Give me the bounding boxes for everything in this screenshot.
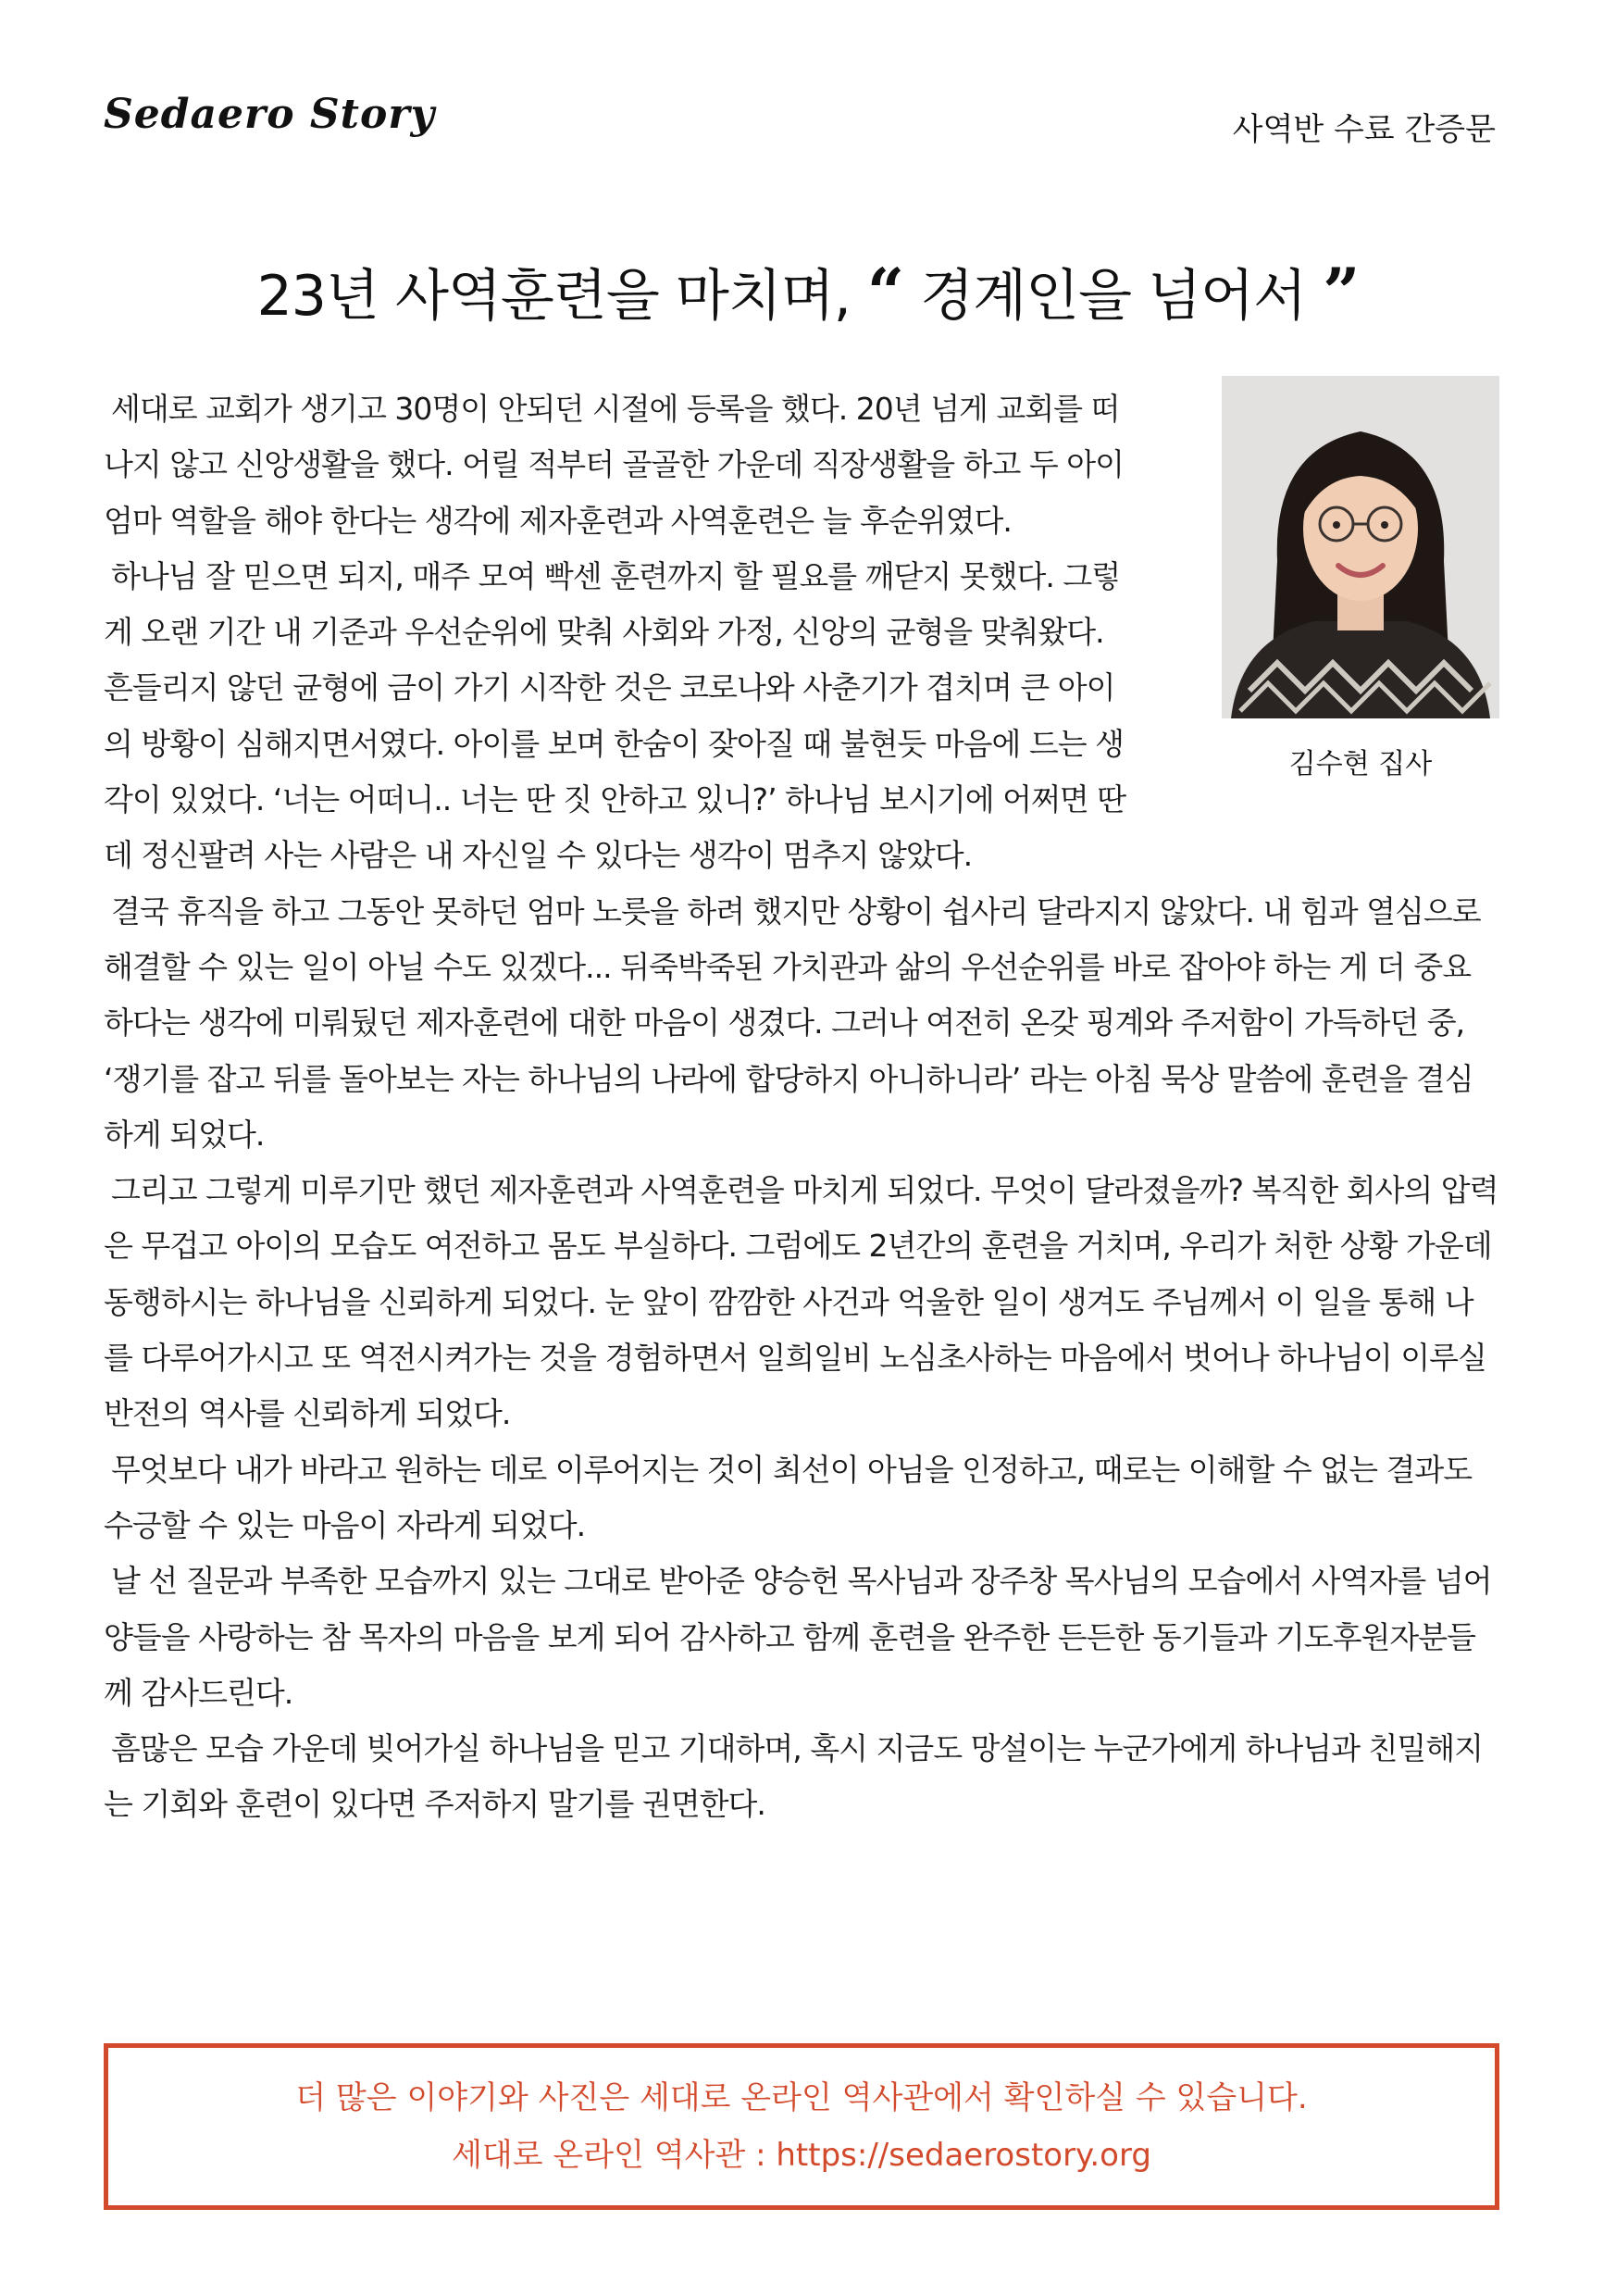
paragraph: 무엇보다 내가 바라고 원하는 데로 이루어지는 것이 최선이 아님을 인정하고, 때로는 이해할 수 없는 결과도 수긍할 수 있는 마음이 자라게 되었다. (104, 1451, 1473, 1543)
profile-caption: 김수현 집사 (1288, 748, 1433, 780)
open-quote-mark: “ (866, 254, 904, 331)
close-quote-mark: ” (1323, 254, 1360, 331)
paragraph: 흠많은 모습 가운데 빚어가실 하나님을 믿고 기대하며, 혹시 지금도 망설이는 누군가에게 하나님과 친밀해지는 기회와 훈련이 있다면 주저하지 말기를 권면한다. (104, 1730, 1483, 1823)
page-title (0, 252, 1616, 331)
paragraph: 날 선 질문과 부족한 모습까지 있는 그대로 받아준 양승헌 목사님과 장주창 목사님의 모습에서 사역자를 넘어 양들을 사랑하는 참 목자의 마음을 보게 되어 감사하고 함께 훈련을 완주한 든든한 동기들과 기도후원자분들께 감사드린다. (104, 1563, 1492, 1711)
footer-notice-box (104, 2043, 1499, 2210)
title-quoted: 경계인을 넘어서 (920, 264, 1307, 330)
paragraph: 세대로 교회가 생기고 30명이 안되던 시절에 등록을 했다. 20년 넘게 교회를 떠나지 않고 신앙생활을 했다. 어릴 적부터 골골한 가운데 직장생활을 하고 두 아이 엄마 역할을 해야 한다는 생각에 제자훈련과 사역훈련은 늘 후순위였다. (104, 391, 1124, 539)
brand-logo: Sedaero Story (104, 91, 436, 138)
paragraph: 그리고 그렇게 미루기만 했던 제자훈련과 사역훈련을 마치게 되었다. 무엇이 달라졌을까? 복직한 회사의 압력은 무겁고 아이의 모습도 여전하고 몸도 부실하다. 그럼에도 2년간의 훈련을 거치며, 우리가 처한 상황 가운데 동행하시는 하나님을 신뢰하게 되었다. 눈 앞이 깜깜한 사건과 억울한 일이 생겨도 주님께서 이 일을 통해 나를 다루어가시고 또 역전시켜가는 것을 경험하면서 일희일비 노심초사하는 마음에서 벗어나 하나님이 이루실 반전의 역사를 신뢰하게 되었다. (104, 1172, 1498, 1432)
footer-website-link[interactable]: 세대로 온라인 역사관 : https://sedaerostory.org (452, 2137, 1151, 2174)
title-main: 23년 사역훈련을 마치며, (256, 264, 851, 330)
article-body (104, 381, 1499, 1833)
paragraph: 결국 휴직을 하고 그동안 못하던 엄마 노릇을 하려 했지만 상황이 쉽사리 달라지지 않았다. 내 힘과 열심으로 해결할 수 있는 일이 아닐 수도 있겠다... 뒤죽박죽된 가치관과 삶의 우선순위를 바로 잡아야 하는 게 더 중요하다는 생각에 미뤄뒀던 제자훈련에 대한 마음이 생겼다. 그러나 여전히 온갖 핑계와 주저함이 가득하던 중, ‘쟁기를 잡고 뒤를 돌아보는 자는 하나님의 나라에 합당하지 아니하니라’ 라는 아침 묵상 말씀에 훈련을 결심하게 되었다. (104, 892, 1481, 1153)
document-type-label: 사역반 수료 간증문 (1232, 111, 1496, 148)
paragraph: 하나님 잘 믿으면 되지, 매주 모여 빡센 훈련까지 할 필요를 깨닫지 못했다. 그렇게 오랜 기간 내 기준과 우선순위에 맞춰 사회와 가정, 신앙의 균형을 맞춰왔다. 흔들리지 않던 균형에 금이 가기 시작한 것은 코로나와 사춘기가 겹치며 큰 아이의 방황이 심해지면서였다. 아이를 보며 한숨이 잦아질 때 불현듯 마음에 드는 생각이 있었다. ‘너는 어떠니.. 너는 딴 짓 안하고 있니?’ 하나님 보시기에 어쩌면 딴 데 정신팔려 사는 사람은 내 자신일 수 있다는 생각이 멈추지 않았다. (104, 557, 1126, 874)
footer-notice-text: 더 많은 이야기와 사진은 세대로 온라인 역사관에서 확인하실 수 있습니다. (295, 2079, 1308, 2116)
